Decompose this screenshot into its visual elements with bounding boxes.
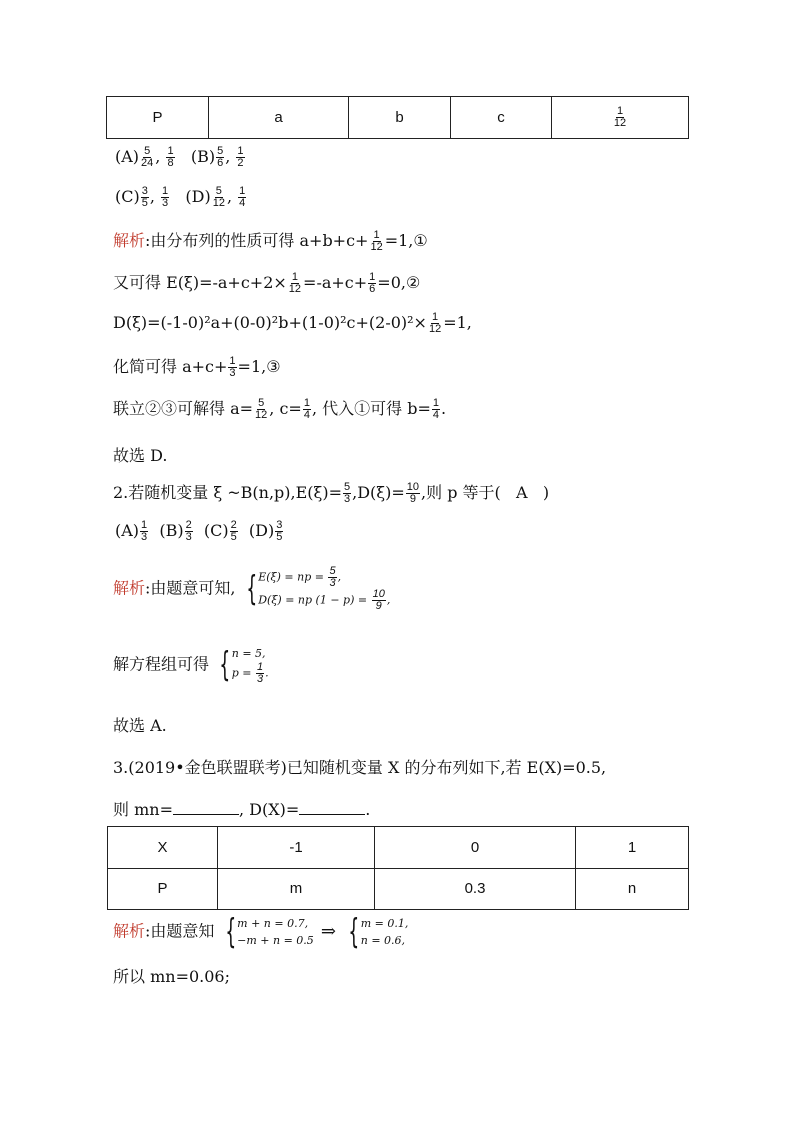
equation-system: { E(ξ) = np = $\frac{5}{3}$ , D(ξ) = np (1 − p) = $\frac{10}{9}$ , xyxy=(246,565,391,612)
answer-blank[interactable] xyxy=(299,800,365,815)
q2-options: (A) $\frac{1}{3}$ (B) $\frac{2}{3}$ (C) $\frac{2}{5}$ (D) $\frac{3}{5}$ xyxy=(115,519,283,543)
table1-cell xyxy=(552,97,689,139)
q1-conclusion: 故选 D. xyxy=(113,446,168,465)
equation-system: { m = 0.1, n = 0.6, xyxy=(348,912,409,952)
table1-cell: c xyxy=(451,97,552,139)
implies-arrow: ⇒ xyxy=(320,920,336,942)
q3-solution: 解析:由题意知 { m + n = 0.7, −m + n = 0.5 ⇒ { m = 0.1, n = 0.6, xyxy=(113,912,409,952)
q3-stem-line2: 则 mn= , D(X)= . xyxy=(113,800,371,819)
table1-cell: P xyxy=(107,97,209,139)
table2-cell: X xyxy=(108,827,218,869)
table2-cell: m xyxy=(218,868,375,910)
q1-options-cd: (C) $\frac{3}{5}$ , $\frac{1}{3}$ (D) $\frac{5}{12}$ , $\frac{1}{4}$ xyxy=(115,185,246,209)
fraction: $\frac{1}{12}$ xyxy=(613,105,627,129)
table1-cell: b xyxy=(349,97,451,139)
q1-solution-line1: 解析:由分布列的性质可得 a+b+c+ $\frac{1}{12}$ =1,① xyxy=(113,229,428,253)
table2-cell: P xyxy=(108,868,218,910)
q1-solution-line4: 化简可得 a+c+ $\frac{1}{3}$ =1,③ xyxy=(113,355,281,379)
answer-blank[interactable] xyxy=(173,800,239,815)
table2-cell: 1 xyxy=(576,827,689,869)
q1-solution-line3: D(ξ)=(-1-0)²a+(0-0)²b+(1-0)²c+(2-0)²× $\frac{1}{12}$ =1, xyxy=(113,311,472,335)
distribution-table-1 xyxy=(106,96,689,139)
q1-solution-line5: 联立②③可解得 a= $\frac{5}{12}$ , c= $\frac{1}{4}$ , 代入①可得 b= $\frac{1}{4}$ . xyxy=(113,397,447,421)
q2-solution: 解析:由题意可知, { E(ξ) = np = $\frac{5}{3}$ , D(ξ) = np (1 − p) = $\frac{10}{9}$ , xyxy=(113,565,391,612)
q2-solution-step2: 解方程组可得 { n = 5, p = $\frac{1}{3}$ . xyxy=(113,645,269,685)
q1-solution-line2: 又可得 E(ξ)=-a+c+2× $\frac{1}{12}$ =-a+c+ $\frac{1}{6}$ =0,② xyxy=(113,271,421,295)
q1-options-ab: (A) $\frac{5}{24}$ , $\frac{1}{8}$ (B) $\frac{5}{6}$ , $\frac{1}{2}$ xyxy=(115,145,244,169)
q2-stem: 2.若随机变量 ξ ~B(n,p),E(ξ)= $\frac{5}{3}$ ,D(ξ)= $\frac{10}{9}$ ,则 p 等于( A ) xyxy=(113,481,550,505)
table2-cell: -1 xyxy=(218,827,375,869)
q2-conclusion: 故选 A. xyxy=(113,716,167,735)
table1-cell: a xyxy=(209,97,349,139)
q3-stem-line1: 3.(2019•金色联盟联考)已知随机变量 X 的分布列如下,若 E(X)=0.5, xyxy=(113,758,607,777)
equation-system: { m + n = 0.7, −m + n = 0.5 xyxy=(224,912,314,952)
q2-answer: A xyxy=(516,483,528,502)
table2-cell: 0 xyxy=(375,827,576,869)
q3-result: 所以 mn=0.06; xyxy=(113,967,230,986)
table2-cell: 0.3 xyxy=(375,868,576,910)
table2-cell: n xyxy=(576,868,689,910)
equation-system: { n = 5, p = $\frac{1}{3}$ . xyxy=(219,645,269,685)
distribution-table-2 xyxy=(107,826,689,910)
